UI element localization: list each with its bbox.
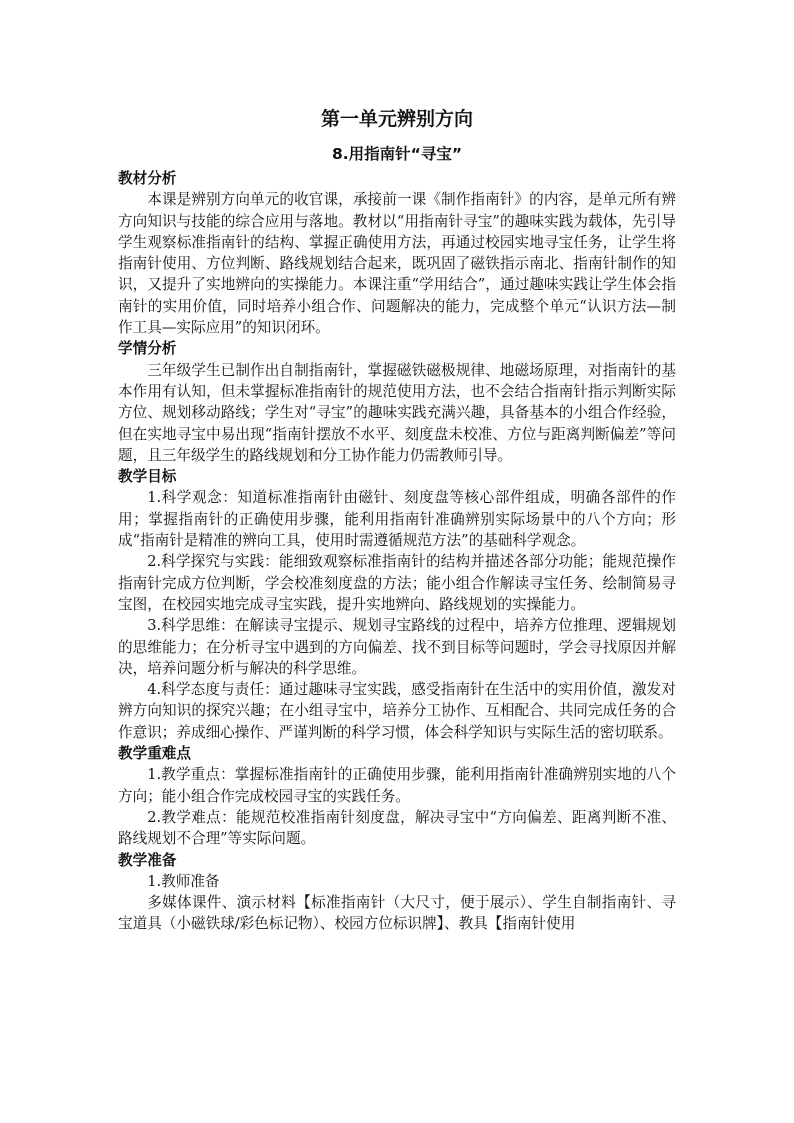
- lesson-title: 8.用指南针“寻宝”: [331, 145, 463, 163]
- paragraph: 本课是辨别方向单元的收官课，承接前一课《制作指南针》的内容，是单元所有辨方向知识与技能的综合应用与落地。教材以“用指南针寻宝”的趣味实践为载体，先引导学生观察标准指南针的结构、掌握正确使用方法，再通过校园实地寻宝任务，让学生将指南针使用、方位判断、路线规划结合起来，既巩固了磁铁指示南北、指南针制作的知识，又提升了实地辨向的实操能力。本课注重“学用结合”，通过趣味实践让学生体会指南针的实用价值，同时培养小组合作、问题解决的能力，完成整个单元“认识方法—制作工具—实际应用”的知识闭环。: [118, 191, 676, 337]
- section-key-points: [118, 743, 676, 849]
- section-analysis: [118, 168, 676, 338]
- section-heading: 学情分析: [118, 340, 177, 358]
- document-page: [118, 100, 676, 935]
- key-item: 2.教学难点：能规范校准指南针刻度盘，解决寻宝中“方向偏差、距离判断不准、路线规划不合理”等实际问题。: [118, 808, 676, 848]
- section-heading: 教材分析: [118, 170, 177, 187]
- unit-title: 第一单元辨别方向: [320, 108, 473, 130]
- paragraph: 多媒体课件、演示材料【标准指南针（大尺寸，便于展示）、学生自制指南针、寻宝道具（小磁铁球/彩色标记物）、校园方位标识牌】、教具【指南针使用: [118, 894, 676, 933]
- section-heading: 教学准备: [118, 851, 177, 869]
- goal-item: 1.科学观念：知道标准指南针由磁针、刻度盘等核心部件组成，明确各部件的作用；掌握指南针的正确使用步骤，能利用指南针准确辨别实际场景中的八个方向；形成“指南针是精准的辨向工具，使用时需遵循规范方法”的基础科学观念。: [118, 489, 676, 550]
- key-item: 1.教学重点：掌握标准指南针的正确使用步骤，能利用指南针准确辨别实地的八个方向；能小组合作完成校园寻宝的实践任务。: [118, 766, 676, 805]
- section-heading: 教学重难点: [118, 745, 191, 763]
- goal-item: 2.科学探究与实践：能细致观察标准指南针的结构并描述各部分功能；能规范操作指南针完成方位判断，学会校准刻度盘的方法；能小组合作解读寻宝任务、绘制简易寻宝图，在校园实地完成寻宝实践，提升实地辨向、路线规划的实操能力。: [118, 553, 676, 613]
- goal-item: 3.科学思维：在解读寻宝提示、规划寻宝路线的过程中，培养方位推理、逻辑规划的思维能力；在分析寻宝中遇到的方向偏差、找不到目标等问题时，学会寻找原因并解决，培养问题分析与解决的科学思维。: [118, 617, 676, 677]
- section-preparation: [118, 850, 676, 935]
- section-goals: [118, 466, 676, 743]
- paragraph: 三年级学生已制作出自制指南针，掌握磁铁磁极规律、地磁场原理，对指南针的基本作用有认知，但未掌握标准指南针的规范使用方法，也不会结合指南针指示判断实际方位、规划移动路线；学生对“寻宝”的趣味实践充满兴趣，具备基本的小组合作经验，但在实地寻宝中易出现“指南针摆放不水平、刻度盘未校准、方位与距离判断偏差”等问题，且三年级学生的路线规划和分工协作能力仍需教师引导。: [118, 361, 676, 464]
- goal-item: 4.科学态度与责任：通过趣味寻宝实践，感受指南针在生活中的实用价值，激发对辨方向知识的探究兴趣；在小组寻宝中，培养分工协作、互相配合、共同完成任务的合作意识；养成细心操作、严谨判断的科学习惯，体会科学知识与实际生活的密切联系。: [118, 681, 676, 741]
- section-students: [118, 338, 676, 466]
- prep-subheading: 1.教师准备: [147, 872, 220, 890]
- section-heading: 教学目标: [118, 468, 177, 486]
